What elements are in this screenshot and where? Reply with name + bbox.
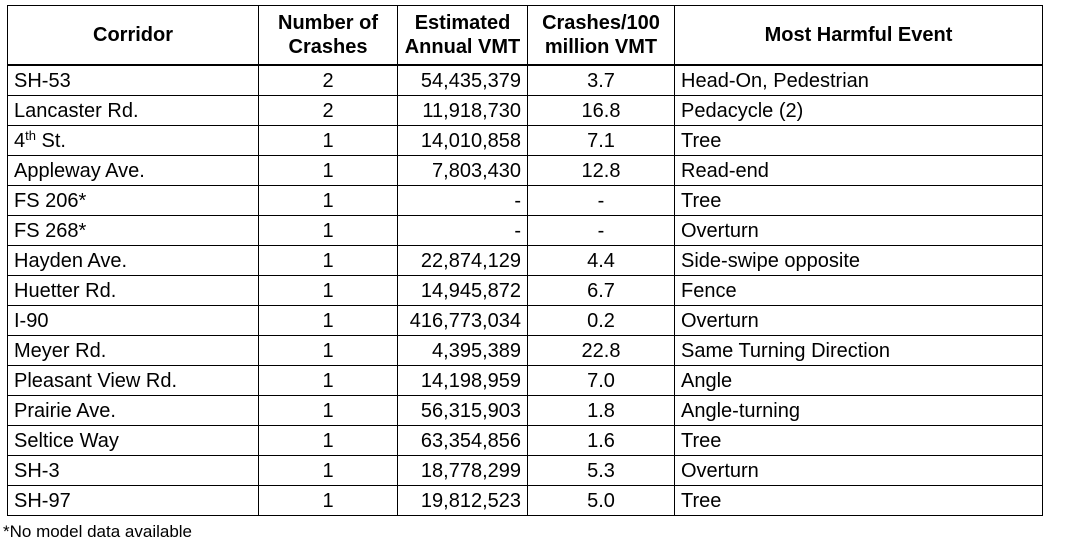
table-row [8,96,1043,126]
table-row [8,186,1043,216]
header-number-of-crashes [259,6,398,66]
corridor-name: 4 [14,129,26,152]
corridor-name: Appleway Ave. [14,159,145,182]
cell-annual-vmt: 63,354,856 [398,426,528,456]
table-row [8,366,1043,396]
cell-most-harmful-event: Tree [675,426,1043,456]
cell-crash-rate: 7.0 [528,366,675,396]
corridor-name: I-90 [14,309,49,332]
cell-most-harmful-event: Pedacycle (2) [675,96,1043,126]
cell-annual-vmt: - [398,216,528,246]
cell-corridor [8,306,259,336]
cell-most-harmful-event: Side-swipe opposite [675,246,1043,276]
cell-number-of-crashes: 1 [259,396,398,426]
cell-annual-vmt: 22,874,129 [398,246,528,276]
header-estimated-annual-vmt [398,6,528,66]
cell-number-of-crashes: 1 [259,156,398,186]
cell-crash-rate: 12.8 [528,156,675,186]
cell-corridor [8,156,259,186]
cell-most-harmful-event: Read-end [675,156,1043,186]
cell-corridor [8,126,259,156]
cell-most-harmful-event: Fence [675,276,1043,306]
cell-number-of-crashes: 2 [259,96,398,126]
table-row [8,396,1043,426]
cell-annual-vmt: 4,395,389 [398,336,528,366]
cell-number-of-crashes: 1 [259,216,398,246]
header-most-harmful-event [675,6,1043,66]
corridor-superscript: th [25,127,36,143]
cell-crash-rate: 0.2 [528,306,675,336]
cell-annual-vmt: 11,918,730 [398,96,528,126]
cell-most-harmful-event: Same Turning Direction [675,336,1043,366]
cell-most-harmful-event: Head-On, Pedestrian [675,65,1043,96]
header-crash-rate [528,6,675,66]
table-row [8,276,1043,306]
cell-annual-vmt: 14,198,959 [398,366,528,396]
cell-corridor [8,426,259,456]
table-row [8,456,1043,486]
cell-most-harmful-event: Tree [675,126,1043,156]
cell-annual-vmt: 416,773,034 [398,306,528,336]
cell-annual-vmt: 14,945,872 [398,276,528,306]
cell-most-harmful-event: Angle [675,366,1043,396]
corridor-name: SH-3 [14,459,60,482]
header-rate-line1: Crashes/100 [542,12,660,34]
cell-number-of-crashes: 1 [259,456,398,486]
cell-crash-rate: 22.8 [528,336,675,366]
cell-corridor [8,276,259,306]
header-rate-line2: million VMT [544,36,658,58]
crash-table-container [7,5,1043,516]
table-row [8,336,1043,366]
header-corridor [8,6,259,66]
cell-number-of-crashes: 1 [259,366,398,396]
corridor-name: Prairie Ave. [14,399,116,422]
corridor-name: FS 268* [14,219,87,242]
cell-crash-rate: 7.1 [528,126,675,156]
corridor-name: SH-97 [14,489,71,512]
cell-crash-rate: - [528,186,675,216]
cell-corridor [8,486,259,516]
cell-number-of-crashes: 1 [259,336,398,366]
header-vmt-line2: Annual VMT [404,36,521,58]
table-row [8,426,1043,456]
cell-corridor [8,246,259,276]
cell-crash-rate: 5.3 [528,456,675,486]
cell-corridor [8,96,259,126]
cell-crash-rate: 16.8 [528,96,675,126]
cell-number-of-crashes: 1 [259,276,398,306]
cell-number-of-crashes: 1 [259,126,398,156]
cell-crash-rate: 3.7 [528,65,675,96]
cell-crash-rate: 1.8 [528,396,675,426]
cell-annual-vmt: 18,778,299 [398,456,528,486]
header-vmt-line1: Estimated [414,12,511,34]
corridor-name: Huetter Rd. [14,279,117,302]
cell-crash-rate: 4.4 [528,246,675,276]
cell-most-harmful-event: Tree [675,486,1043,516]
cell-crash-rate: 1.6 [528,426,675,456]
cell-corridor [8,216,259,246]
corridor-name: Hayden Ave. [14,249,128,272]
cell-number-of-crashes: 1 [259,306,398,336]
cell-number-of-crashes: 1 [259,426,398,456]
corridor-name: Meyer Rd. [14,339,107,362]
cell-corridor [8,396,259,426]
cell-number-of-crashes: 1 [259,486,398,516]
header-row [8,6,1043,66]
cell-crash-rate: 6.7 [528,276,675,306]
header-crashes-line2: Crashes [288,36,368,58]
table-row [8,246,1043,276]
cell-crash-rate: - [528,216,675,246]
corridor-name: Lancaster Rd. [14,99,139,122]
cell-number-of-crashes: 2 [259,65,398,96]
table-row [8,306,1043,336]
cell-corridor [8,366,259,396]
cell-most-harmful-event: Overturn [675,216,1043,246]
table-row [8,156,1043,186]
cell-corridor [8,65,259,96]
cell-most-harmful-event: Overturn [675,456,1043,486]
corridor-suffix: St. [35,129,66,152]
cell-corridor [8,456,259,486]
table-row [8,126,1043,156]
table-header [8,6,1043,66]
table-body [8,65,1043,516]
cell-crash-rate: 5.0 [528,486,675,516]
cell-annual-vmt: - [398,186,528,216]
cell-most-harmful-event: Angle-turning [675,396,1043,426]
cell-annual-vmt: 7,803,430 [398,156,528,186]
footnote: *No model data available [3,522,193,541]
table-row [8,65,1043,96]
corridor-name: SH-53 [14,69,71,92]
cell-most-harmful-event: Tree [675,186,1043,216]
cell-number-of-crashes: 1 [259,246,398,276]
corridor-name: Pleasant View Rd. [14,369,178,392]
cell-annual-vmt: 14,010,858 [398,126,528,156]
cell-corridor [8,186,259,216]
cell-corridor [8,336,259,366]
cell-annual-vmt: 19,812,523 [398,486,528,516]
cell-annual-vmt: 56,315,903 [398,396,528,426]
header-corridor-label: Corridor [93,24,173,46]
cell-annual-vmt: 54,435,379 [398,65,528,96]
corridor-name: FS 206* [14,189,87,212]
cell-number-of-crashes: 1 [259,186,398,216]
table-row [8,486,1043,516]
cell-most-harmful-event: Overturn [675,306,1043,336]
corridor-name: Seltice Way [14,429,119,452]
crash-corridor-table [7,5,1043,516]
header-event-label: Most Harmful Event [764,24,953,46]
table-row [8,216,1043,246]
header-crashes-line1: Number of [278,12,378,34]
